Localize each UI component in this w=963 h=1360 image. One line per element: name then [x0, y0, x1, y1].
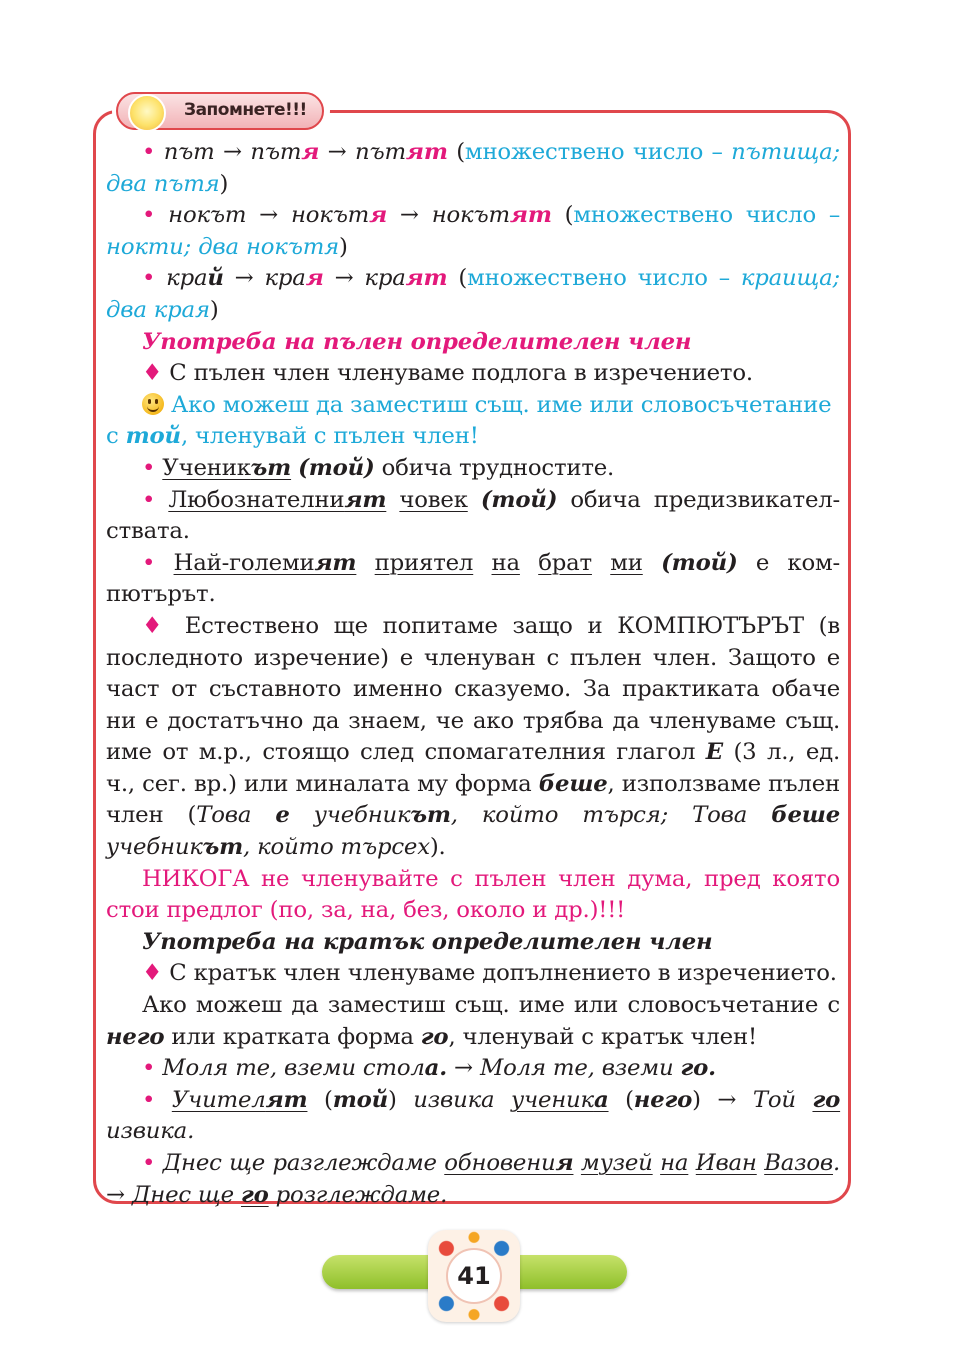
full-article-tip-cont: с той, членувай с пълен член! — [106, 423, 479, 450]
short-article-tip: Ако можеш да заместиш същ. име или словосъчетание с него или кратката форма го, членувай с кратък член! — [106, 992, 840, 1050]
full-article-heading: Употреба на пълен определителен член — [142, 328, 692, 355]
remember-badge — [112, 88, 330, 134]
bullet-icon: • — [142, 1150, 156, 1176]
full-article-warning: НИКОГА не членувайте с пълен член дума, пред която стои предлог (по, за, на, без, около и др.)!!! — [106, 865, 840, 924]
full-example-2: • Любознателният човек (той) обича предизвикател-ствата. — [106, 486, 841, 545]
full-example-3: • Най-големият приятел на брат ми (той) е ком-пютърът. — [106, 549, 841, 608]
page-number: 41 — [457, 1262, 491, 1290]
rule-line-3: • край → края → краят (множествено число – краища; два края) — [106, 265, 841, 323]
short-article-rule: ♦ С кратък член членуваме допълнението в изречението. — [142, 960, 837, 987]
short-article-heading: Употреба на кратък определителен член — [142, 928, 713, 955]
diamond-icon: ♦ — [142, 612, 170, 639]
badge-label: Запомнете!!! — [184, 100, 307, 120]
diamond-icon: ♦ — [142, 360, 163, 387]
short-example-2: • Учителят (той) извика ученика (него) → Той го извика. — [106, 1086, 841, 1145]
bullet-icon: • — [142, 1086, 156, 1113]
bullet-icon: • — [142, 265, 156, 292]
full-article-tip: Ако можеш да заместиш същ. име или словосъчетание — [106, 390, 840, 422]
short-example-1: • Моля те, вземи стола. → Моля те, вземи го. — [142, 1055, 716, 1082]
bullet-icon: • — [142, 139, 156, 165]
rule-line-1: • път → пътя → пътят (множествено число – пътища; два пътя) — [106, 139, 841, 197]
lightbulb-icon — [128, 94, 166, 132]
bullet-icon: • — [142, 454, 156, 481]
full-article-explanation: ♦ Естествено ще попитаме защо и КОМПЮТЪРЪТ (в последното изречение) е членуван с пълен член. Защото е част от съставното именно сказуемо. За практиката обаче ни е достатъчно да знаем, че ако трябва да членуваме същ. име от м.р., стоящо след спомагателния глагол Е (3 л., ед. ч., сег. вр.) или миналата му форма беше, използваме пълен член (Това е учебникът, който търся; Това беше учебникът, който търсех). — [106, 612, 841, 861]
rule-line-2: • нокът → нокътя → нокътят (множествено число – нокти; два нокътя) — [106, 202, 841, 260]
full-example-1: • Ученикът (той) обича трудностите. — [142, 454, 615, 481]
full-article-rule: ♦ С пълен член членуваме подлога в изречението. — [142, 360, 753, 387]
bullet-icon: • — [142, 549, 156, 576]
bullet-icon: • — [142, 1055, 156, 1082]
page-content — [106, 137, 840, 1211]
smiley-icon — [142, 393, 164, 415]
diamond-icon: ♦ — [142, 960, 163, 987]
short-example-3: • Днес ще разглеждаме обновения музей на Иван Вазов. → Днес ще го розглеждаме. — [106, 1150, 841, 1208]
bullet-icon: • — [142, 486, 156, 513]
bullet-icon: • — [142, 202, 156, 229]
